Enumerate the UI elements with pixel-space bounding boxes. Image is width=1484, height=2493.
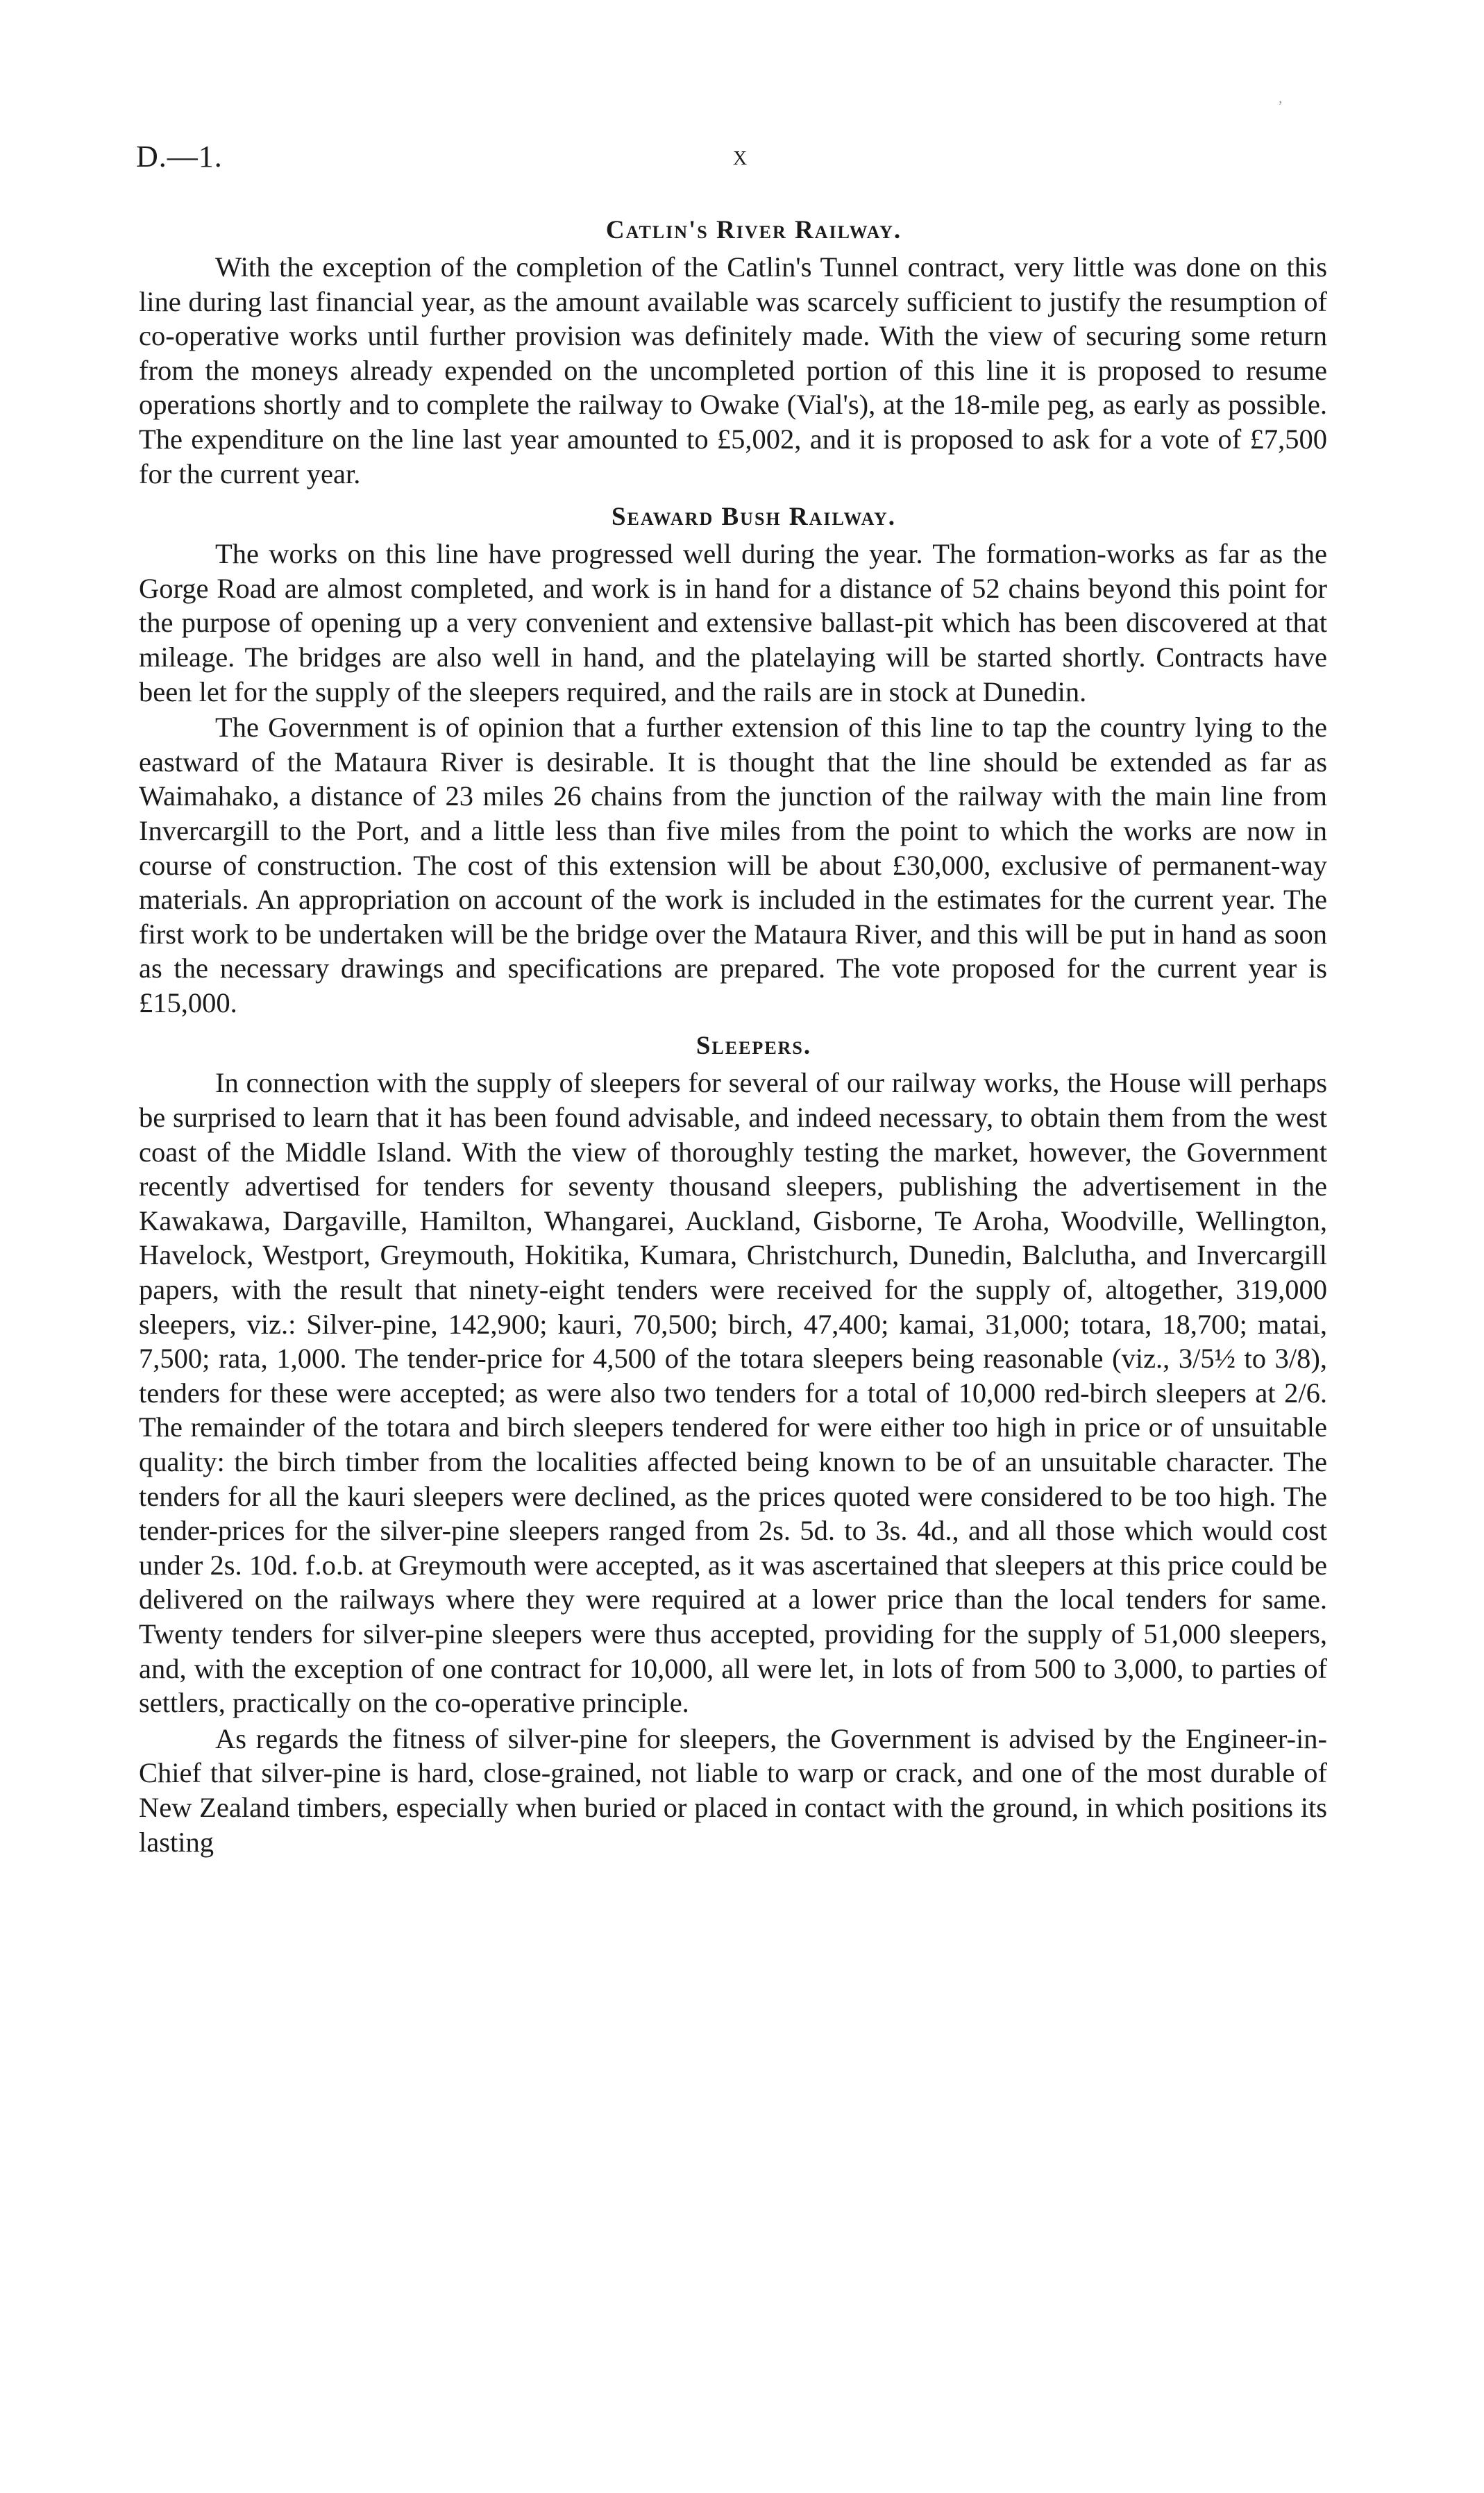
page-header (136, 139, 1330, 181)
paragraph-seaward-bush-progress: The works on this line have progressed well during the year. The formation-works as far as the Gorge Road are almost completed, and work is in hand for a distance of 52 chains beyond this point for the purpose of opening up a very convenient and extensive ballast-pit which has been discovered at that mileage. The bridges are also well in hand, and the platelaying will be started shortly. Contracts have been let for the supply of the sleepers required, and the rails are in stock at Dunedin. (139, 538, 1327, 707)
section-heading-seaward-bush-railway: Seaward Bush Railway. (611, 503, 896, 532)
scan-mark: , (1279, 89, 1283, 106)
paragraph-silver-pine-fitness: As regards the fitness of silver-pine for sleepers, the Government is advised by the Engineer-in-Chief that silver-pine is hard, close-grained, not liable to warp or crack, and one of the most durable of New Zealand timbers, especially when buried or placed in contact with the ground, in which positions its lasting (139, 1722, 1327, 1858)
paragraph-seaward-bush-extension: The Government is of opinion that a further extension of this line to tap the country lying to the eastward of the Mataura River is desirable. It is thought that the line should be extended as far as Waimahako, a distance of 23 miles 26 chains from the junction of the railway with the main line from Invercargill to the Port, and a little less than five miles from the point to which the works are now in course of construction. The cost of this extension will be about £30,000, exclusive of permanent-way materials. An appropriation on account of the work is included in the estimates for the current year. The first work to be undertaken will be the bridge over the Mataura River, and this will be put in hand as soon as the necessary drawings and specifications are prepared. The vote proposed for the current year is £15,000. (139, 712, 1327, 1018)
paragraph-catlins-river: With the exception of the completion of the Catlin's Tunnel contract, very little was done on this line during last financial year, as the amount available was scarcely sufficient to justify the resumption of co-operative works until further provision was definitely made. With the view of securing some return from the moneys already expended on the uncompleted portion of this line it is proposed to resume operations shortly and to complete the railway to Owake (Vial's), at the 18-mile peg, as early as possible. The expenditure on the line last year amounted to £5,002, and it is proposed to ask for a vote of £7,500 for the current year. (139, 251, 1327, 489)
section-heading-catlins-river-railway: Catlin's River Railway. (605, 216, 902, 244)
page-number: x (733, 140, 749, 171)
paragraph-sleepers-tenders: In connection with the supply of sleepers for several of our railway works, the House will perhaps be surprised to learn that it has been found advisable, and indeed necessary, to obtain them from the west coast of the Middle Island. With the view of thoroughly testing the market, however, the Government recently advertised for tenders for seventy thousand sleepers, publishing the advertisement in the Kawakawa, Dargaville, Hamilton, Whangarei, Auckland, Gisborne, Te Aroha, Woodville, Wellington, Havelock, Westport, Greymouth, Hokitika, Kumara, Christchurch, Dunedin, Balclutha, and Invercargill papers, with the result that ninety-eight tenders were received for the supply of, altogether, 319,000 sleepers, viz.: Silver-pine, 142,900; kauri, 70,500; birch, 47,400; kamai, 31,000; totara, 18,700; matai, 7,500; rata, 1,000. The tender-price for 4,500 of the totara sleepers being reasonable (viz., 3/5½ to 3/8), tenders for these were accepted; as were also two tenders for a total of 10,000 red-birch sleepers at 2/6. The remainder of the totara and birch sleepers tendered for were either too high in price or of unsuitable quality: the birch timber from the localities affected being known to be of an unsuitable character. The tenders for all the kauri sleepers were declined, as the prices quoted were considered to be too high. The tender-prices for the silver-pine sleepers ranged from 2s. 5d. to 3s. 4d., and all those which would cost under 2s. 10d. f.o.b. at Greymouth were accepted, as it was ascertained that sleepers at this price could be delivered on the railways where they were required at a lower price than the local tenders for same. Twenty tenders for silver-pine sleepers were thus accepted, providing for the supply of 51,000 sleepers, and, with the exception of one contract for 10,000, all were let, in lots of from 500 to 3,000, to parties of settlers, practically on the co-operative principle. (139, 1067, 1327, 1719)
document-reference: D.—1. (136, 140, 223, 174)
section-heading-sleepers: Sleepers. (695, 1032, 812, 1061)
body-text (139, 214, 1327, 1869)
